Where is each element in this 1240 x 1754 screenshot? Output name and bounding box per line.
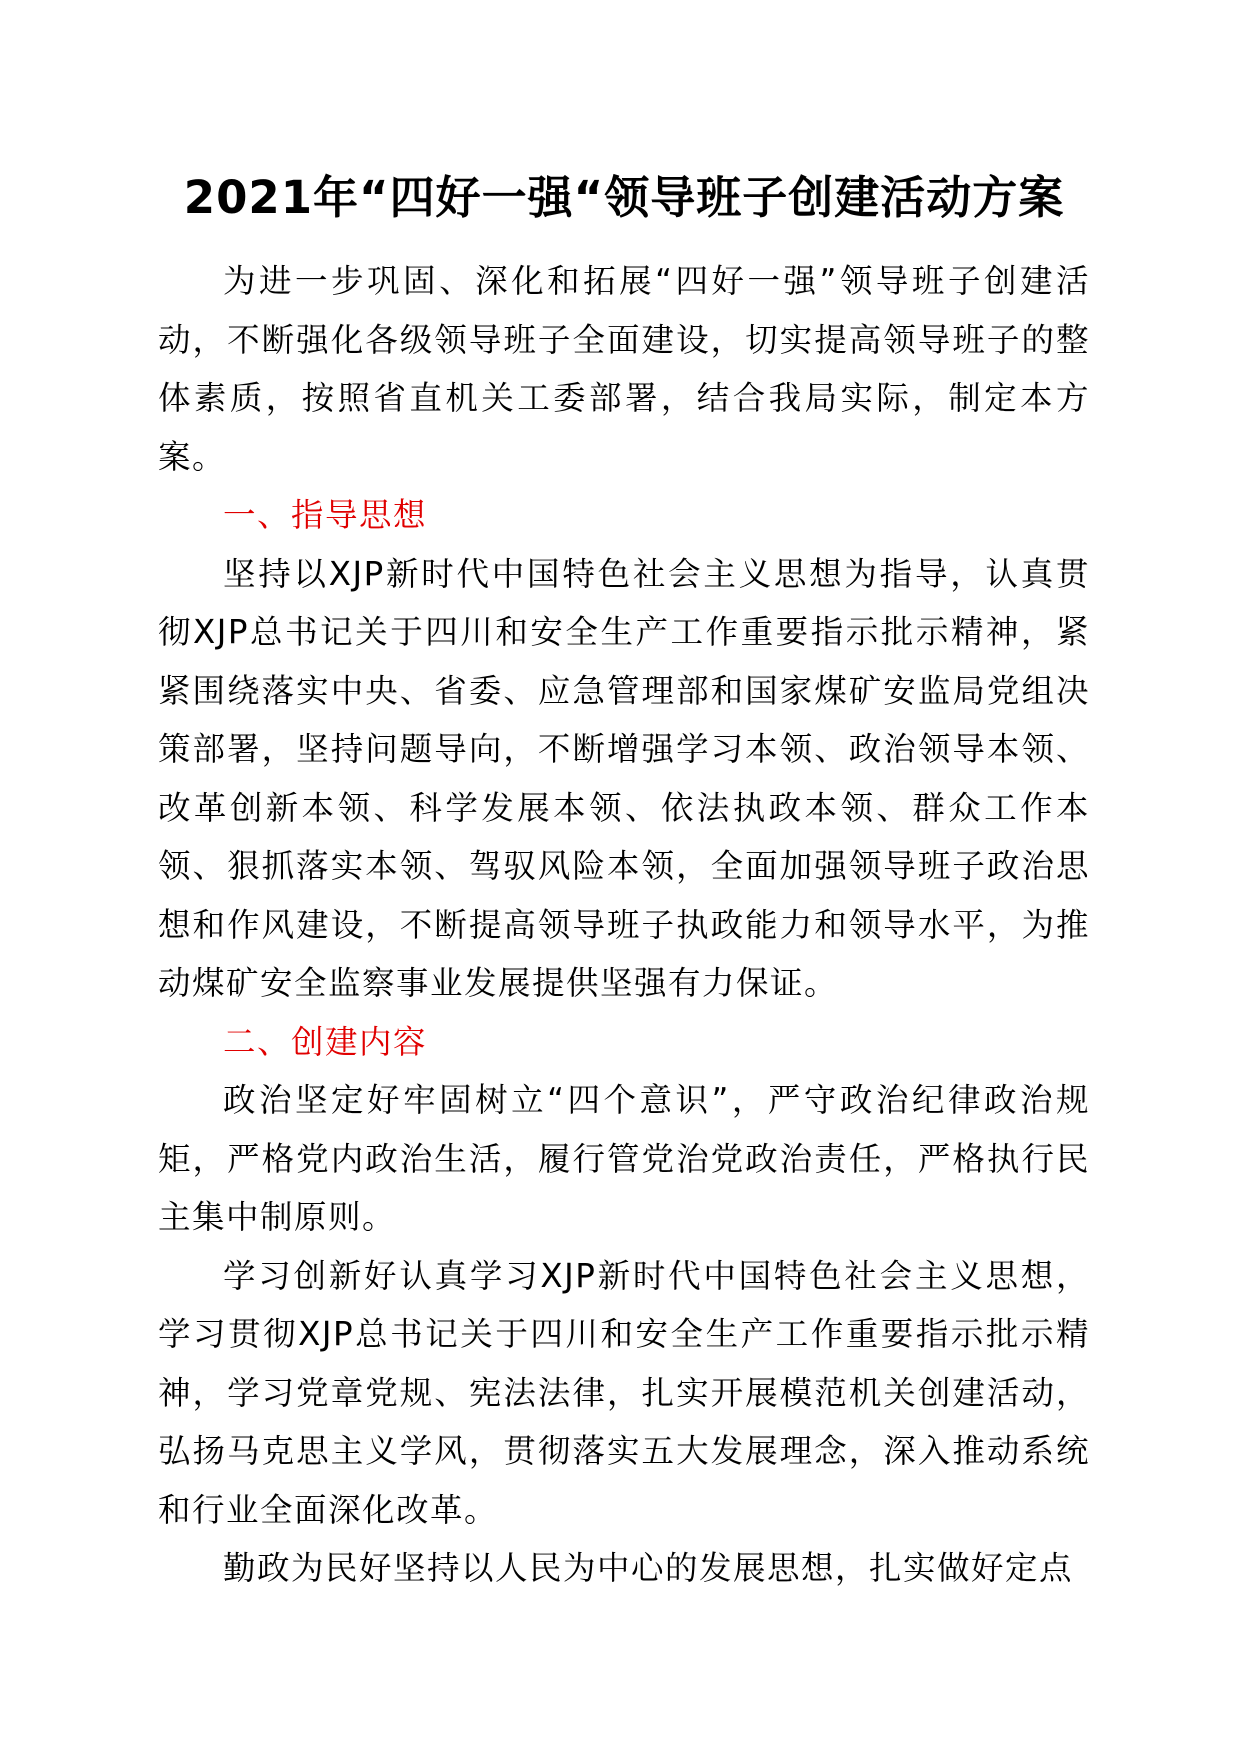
diligent-governance-paragraph: 勤政为民好坚持以人民为中心的发展思想，扎实做好定点 (223, 1549, 1074, 1587)
section-heading-guiding-ideology: 一、指导思想 (223, 496, 428, 534)
document-page (158, 168, 1090, 1598)
intro-paragraph: 为进一步巩固、深化和拓展“四好一强”领导班子创建活动，不断强化各级领导班子全面建设，切实提高领导班子的整体素质，按照省直机关工委部署，结合我局实际，制定本方案。 (158, 262, 1090, 476)
document-title: 2021年“四好一强“领导班子创建活动方案 (183, 171, 1065, 224)
political-firmness-paragraph: 政治坚定好牢固树立“四个意识”，严守政治纪律政治规矩，严格党内政治生活，履行管党治党政治责任，严格执行民主集中制原则。 (158, 1081, 1090, 1236)
section-heading-creation-content: 二、创建内容 (223, 1022, 428, 1061)
guiding-ideology-paragraph: 坚持以XJP新时代中国特色社会主义思想为指导，认真贯彻XJP总书记关于四川和安全生产工作重要指示批示精神，紧紧围绕落实中央、省委、应急管理部和国家煤矿安监局党组决策部署，坚持问题导向，不断增强学习本领、政治领导本领、改革创新本领、科学发展本领、依法执政本领、群众工作本领、狠抓落实本领、驾驭风险本领，全面加强领导班子政治思想和作风建设，不断提高领导班子执政能力和领导水平，为推动煤矿安全监察事业发展提供坚强有力保证。 (158, 554, 1090, 1002)
learning-innovation-paragraph: 学习创新好认真学习XJP新时代中国特色社会主义思想，学习贯彻XJP总书记关于四川和安全生产工作重要指示批示精神，学习党章党规、宪法法律，扎实开展模范机关创建活动，弘扬马克思主义学风，贯彻落实五大发展理念，深入推动系统和行业全面深化改革。 (158, 1256, 1090, 1529)
